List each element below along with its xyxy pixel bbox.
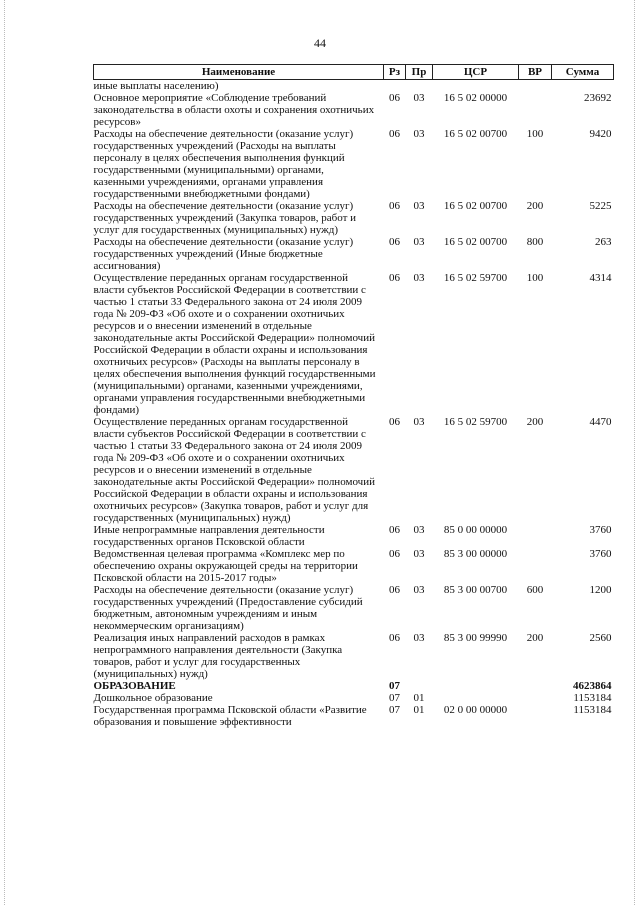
column-header-rz: Рз xyxy=(384,65,406,80)
row-sum-cell xyxy=(552,80,614,93)
row-csr-cell xyxy=(433,680,519,692)
table-row xyxy=(94,692,614,704)
row-sum-cell: 4470 xyxy=(589,416,612,428)
row-vr-cell xyxy=(519,548,552,584)
row-pr-cell: 03 xyxy=(413,524,425,536)
scan-edge-left xyxy=(4,0,6,905)
table-row xyxy=(94,680,614,692)
row-name-cell: ОБРАЗОВАНИЕ xyxy=(93,680,176,692)
row-rz-cell: 06 xyxy=(389,416,400,428)
column-header-pr: Пр xyxy=(406,65,433,80)
row-vr-cell xyxy=(519,524,552,548)
row-csr-cell: 85 3 00 00700 xyxy=(443,584,508,596)
table-row xyxy=(94,236,614,272)
row-pr-cell xyxy=(406,80,433,93)
row-pr-cell: 03 xyxy=(413,92,425,104)
row-csr-cell: 02 0 00 00000 xyxy=(443,704,508,716)
table-row xyxy=(94,272,614,416)
row-sum-cell: 263 xyxy=(595,236,612,248)
row-pr-cell: 03 xyxy=(413,200,425,212)
row-name-cell: Иные непрограммные направления деятельности государственных органов Псковской области xyxy=(93,524,325,548)
row-vr-cell: 200 xyxy=(526,416,544,428)
row-rz-cell: 06 xyxy=(389,524,400,536)
row-csr-cell: 16 5 02 00000 xyxy=(443,92,508,104)
row-csr-cell: 16 5 02 00700 xyxy=(443,200,508,212)
row-pr-cell: 03 xyxy=(413,236,425,248)
row-rz-cell: 06 xyxy=(389,584,400,596)
row-csr-cell: 85 3 00 00000 xyxy=(443,548,508,560)
row-name-cell: Государственная программа Псковской области «Развитие образования и повышение эффективности xyxy=(93,704,367,728)
page-number: 44 xyxy=(314,36,326,50)
column-header-csr: ЦСР xyxy=(433,65,519,80)
table-row xyxy=(94,416,614,524)
row-csr-cell: 16 5 02 00700 xyxy=(443,128,508,140)
row-vr-cell: 600 xyxy=(526,584,544,596)
column-header-sum: Сумма xyxy=(552,65,614,80)
row-sum-cell: 9420 xyxy=(589,128,612,140)
row-name-cell: Осуществление переданных органам государственной власти субъектов Российской Федерации в соответствии с частью 1 статьи 33 Федерального закона от 24 июля 2009 года № 209-ФЗ «Об охоте и о сохранении охотничьих ресурсов и о внесении изменений в отдельные законодательные акты Российской Федерации» полномочий Российской Федерации в области охраны и использования охотничьих ресурсов» (Расходы на выплаты персоналу в целях обеспечения выполнения функций государственными (муниципальными) органами, казенными учреждениями, органами управления государственными внебюджетными фондами) xyxy=(93,272,376,416)
row-vr-cell xyxy=(519,692,552,704)
row-name-cell: Ведомственная целевая программа «Комплекс мер по обеспечению охраны окружающей среды на территории Псковской области на 2015-2017 годы» xyxy=(93,548,358,584)
row-name-cell: Дошкольное образование xyxy=(93,692,213,704)
row-sum-cell: 3760 xyxy=(589,524,612,536)
row-rz-cell: 06 xyxy=(389,548,400,560)
column-header-vr: ВР xyxy=(519,65,552,80)
row-pr-cell: 01 xyxy=(413,704,425,716)
row-vr-cell xyxy=(519,704,552,728)
row-sum-cell: 1153184 xyxy=(573,704,612,716)
row-pr-cell: 03 xyxy=(413,548,425,560)
row-rz-cell: 06 xyxy=(389,92,400,104)
row-rz-cell xyxy=(384,80,406,93)
row-vr-cell: 200 xyxy=(526,632,544,644)
row-rz-cell: 06 xyxy=(389,632,400,644)
scan-edge-right xyxy=(634,0,636,905)
row-sum-cell: 4623864 xyxy=(573,680,612,692)
row-sum-cell: 4314 xyxy=(589,272,612,284)
row-pr-cell: 03 xyxy=(413,416,425,428)
row-name-cell: Расходы на обеспечение деятельности (оказание услуг) государственных учреждений (Закупка товаров, работ и услуг для государственных (муниципальных) нужд) xyxy=(93,200,357,236)
row-vr-cell: 100 xyxy=(526,128,544,140)
column-header-name: Наименование xyxy=(94,65,384,80)
row-name-cell: Расходы на обеспечение деятельности (оказание услуг) государственных учреждений (Расходы на выплаты персоналу в целях обеспечения выполнения функций государственными (муниципальными) органами, казенными учреждениями, органами управления государственными внебюджетными фондами) xyxy=(93,128,354,200)
row-csr-cell xyxy=(433,692,519,704)
row-sum-cell: 23692 xyxy=(584,92,612,104)
row-vr-cell: 800 xyxy=(526,236,544,248)
table-row xyxy=(94,632,614,680)
row-name-cell: Реализация иных направлений расходов в рамках непрограммного направления деятельности (Закупка товаров, работ и услуг для государственных (муниципальных) нужд) xyxy=(93,632,343,680)
row-csr-cell: 16 5 02 59700 xyxy=(443,272,508,284)
row-rz-cell: 07 xyxy=(389,680,400,692)
table-row xyxy=(94,92,614,128)
row-vr-cell: 200 xyxy=(526,200,544,212)
row-rz-cell: 06 xyxy=(389,200,400,212)
table-header xyxy=(94,65,614,80)
row-pr-cell: 03 xyxy=(413,128,425,140)
row-rz-cell: 06 xyxy=(389,128,400,140)
row-name-cell: Осуществление переданных органам государственной власти субъектов Российской Федерации в соответствии с частью 1 статьи 33 Федерального закона от 24 июля 2009 года № 209-ФЗ «Об охоте и о сохранении охотничьих ресурсов и о внесении изменений в отдельные законодательные акты Российской Федерации» полномочий Российской Федерации в области охраны и использования охотничьих ресурсов» (Закупка товаров, работ и услуг для государственных (муниципальных) нужд) xyxy=(93,416,375,524)
row-vr-cell xyxy=(519,92,552,128)
table-row xyxy=(94,128,614,200)
row-vr-cell xyxy=(519,80,552,93)
table-body xyxy=(94,80,614,729)
row-sum-cell: 1153184 xyxy=(573,692,612,704)
row-sum-cell: 2560 xyxy=(589,632,612,644)
row-vr-cell xyxy=(519,680,552,692)
row-csr-cell: 85 3 00 99990 xyxy=(443,632,508,644)
row-csr-cell: 16 5 02 59700 xyxy=(443,416,508,428)
row-rz-cell: 06 xyxy=(389,272,400,284)
row-rz-cell: 07 xyxy=(389,704,400,716)
row-sum-cell: 3760 xyxy=(589,548,612,560)
row-vr-cell: 100 xyxy=(526,272,544,284)
row-pr-cell: 03 xyxy=(413,584,425,596)
row-pr-cell: 03 xyxy=(413,632,425,644)
row-rz-cell: 06 xyxy=(389,236,400,248)
row-name-cell: иные выплаты населению) xyxy=(93,80,219,92)
row-pr-cell: 01 xyxy=(413,692,425,704)
row-sum-cell: 5225 xyxy=(589,200,612,212)
budget-table xyxy=(93,64,614,728)
row-pr-cell xyxy=(406,680,433,692)
row-name-cell: Расходы на обеспечение деятельности (оказание услуг) государственных учреждений (Иные бюджетные ассигнования) xyxy=(93,236,354,272)
row-name-cell: Расходы на обеспечение деятельности (оказание услуг) государственных учреждений (Предоставление субсидий бюджетным, автономным учреждениям и иным некоммерческим организациям) xyxy=(93,584,363,632)
table-row xyxy=(94,548,614,584)
row-csr-cell: 85 0 00 00000 xyxy=(443,524,508,536)
row-csr-cell: 16 5 02 00700 xyxy=(443,236,508,248)
row-pr-cell: 03 xyxy=(413,272,425,284)
row-name-cell: Основное мероприятие «Соблюдение требований законодательства в области охоты и сохранения охотничьих ресурсов» xyxy=(93,92,375,128)
row-rz-cell: 07 xyxy=(389,692,400,704)
row-sum-cell: 1200 xyxy=(589,584,612,596)
row-csr-cell xyxy=(433,80,519,93)
table-row xyxy=(94,584,614,632)
table-row xyxy=(94,704,614,728)
table-row xyxy=(94,200,614,236)
table-row xyxy=(94,524,614,548)
table-row xyxy=(94,80,614,93)
